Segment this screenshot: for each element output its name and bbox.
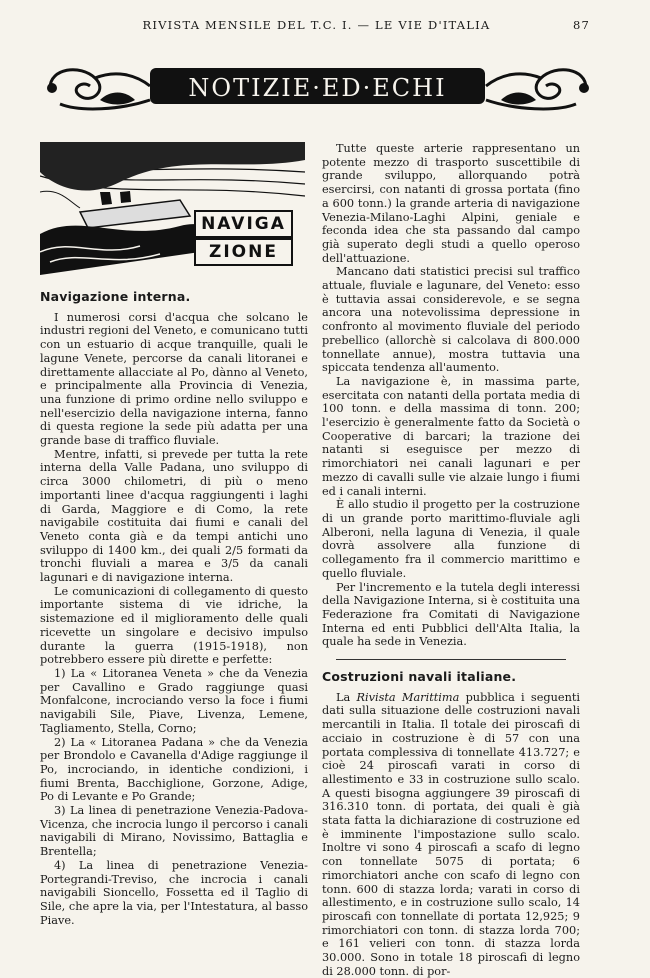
paragraph-body: pubblica i seguenti dati sulla situazione delle costruzioni navali mercantili in Italia. Il totale dei piroscafi di acciaio in costruzione è di 57 con una portata complessiva di tonnellate 413.727; e cioè 24 piroscafi varati in corso di allestimento e 33 in costruzione sullo scalo. A questi bisogna aggiungere 39 piroscafi di 316.310 tonn. di portata, dei quali è già stata fatta la dichiarazione di costruzione ed è imminente l'impostazione sullo scalo. Inoltre vi sono 4 piroscafi a scafo di legno con tonnellate 5075 di portata; 6 rimorchiatori anche con scafo di legno con tonn. 600 di stazza lorda; varati in corso di allestimento, e in costruzione sullo scalo, 14 piroscafi con tonnellate di portata 12,925; 9 rimorchiatori con tonn. di stazza lorda 700; e 161 velieri con tonn. di stazza lorda 30.000. Sono in totale 18 piroscafi di legno di 28.000 tonn. di por- xyxy=(322,690,581,978)
navigation-illustration xyxy=(40,142,305,275)
paragraph: Mancano dati statistici precisi sul traffico attuale, fluviale e lagunare, del Veneto: esso è tuttavia assai considerevole, e se segna ancora una notevolissima depressione in confronto al movimento fluviale del periodo prebellico (allorchè si calcolava di 800.000 tonnellate annue), mostra tuttavia una spiccata tendenza all'aumento. xyxy=(322,265,580,375)
journal-title: RIVISTA MENSILE DEL T.C. I. — LE VIE D'ITALIA xyxy=(142,18,491,32)
right-column xyxy=(322,142,580,978)
list-item: 3) La linea di penetrazione Venezia-Padova-Vicenza, che incrocia lungo il percorso i canali navigabili di Mirano, Novissimo, Battaglia e Brentella; xyxy=(40,804,308,859)
paragraph: Le comunicazioni di collegamento di questo importante sistema di vie idriche, la sistemazione ed il miglioramento delle quali ricevette un singolare e decisivo impulso durante la guerra (1915-1918), non potrebbero essere più dirette e perfette: xyxy=(40,584,308,667)
section-banner xyxy=(40,60,596,116)
paragraph: Mentre, infatti, si prevede per tutta la rete interna della Valle Padana, uno sviluppo di circa 3000 chilometri, di più o meno importanti linee d'acqua raggiungenti i laghi di Garda, Maggiore e di Como, la rete navigabile costituita dai fiumi e canali del Veneto conta già e da tempi antichi uno sviluppo di 1400 km., dei quali 2/5 formati da tronchi fluviali a marea e 3/5 da canali lagunari e di navigazione interna. xyxy=(40,447,308,585)
list-item: 1) La « Litoranea Veneta » che da Venezia per Cavallino e Grado raggiunge quasi Monfalcone, incrociando verso la foce i fiumi navigabili Sile, Piave, Livenza, Lemene, Tagliamento, Stella, Corno; xyxy=(40,666,308,735)
paragraph: Tutte queste arterie rappresentano un potente mezzo di trasporto suscettibile di grande sviluppo, allorquando potrà esercirsi, con natanti di grossa portata (fino a 600 tonn.) la grande arteria di navigazione Venezia-Milano-Laghi Alpini, geniale e feconda idea che sta passando dal campo già superato degli studi a quello operoso dell'attuazione. xyxy=(322,142,580,265)
list-item: 2) La « Litoranea Padana » che da Venezia per Brondolo e Cavanella d'Adige raggiunge il Po, incrociando, in identiche condizioni, i fiumi Brenta, Bacchiglione, Gorzone, Adige, Po di Levante e Po Grande; xyxy=(40,735,308,804)
paragraph: I numerosi corsi d'acqua che solcano le industri regioni del Veneto, e comunicano tutti con un estuario di acque tranquille, quali le lagune Venete, percorse da canali litoranei e direttamente allacciate al Po, dànno al Veneto, e principalmente alla Provincia di Venezia, una funzione di primo ordine nello sviluppo e nell'esercizio della navigazione interna, fanno di questa regione la sede più adatta per una grande base di traffico fluviale. xyxy=(40,310,308,448)
journal-name: Rivista Marittima xyxy=(356,690,460,704)
banner-title: NOTIZIE·ED·ECHI xyxy=(188,74,447,102)
paragraph xyxy=(322,691,580,978)
paragraph: La navigazione è, in massima parte, esercitata con natanti della portata media di 100 tonn. e della massima di tonn. 200; l'esercizio è generalmente fatto da Società o Cooperative di barcari; la trazione dei natanti si eseguisce per mezzo di rimorchiatori nei canali lagunari e per mezzo di cavalli sulle vie alzaie lungo i fiumi ed i canali interni. xyxy=(322,374,580,498)
left-column xyxy=(40,290,308,927)
figure-word-line1: NAVIGA xyxy=(194,210,293,238)
section-heading-costruzioni: Costruzioni navali italiane. xyxy=(322,669,517,685)
running-header xyxy=(30,18,590,32)
section-divider xyxy=(336,659,566,660)
figure-word-line2: ZIONE xyxy=(194,238,293,266)
paragraph: È allo studio il progetto per la costruzione di un grande porto marittimo-fluviale agli Alberoni, nella laguna di Venezia, il quale dovrà assolvere alla funzione di collegamento fra il commercio marittimo e quello fluviale. xyxy=(322,498,580,580)
paragraph: Per l'incremento e la tutela degli interessi della Navigazione Interna, si è costituita una Federazione fra Comitati di Navigazione Interna ed enti Pubblici dell'Alta Italia, la quale ha sede in Venezia. xyxy=(322,580,580,649)
page-number: 87 xyxy=(572,18,590,32)
list-item: 4) La linea di penetrazione Venezia-Portegrandi-Treviso, che incrocia i canali navigabili Sioncello, Fossetta ed il Taglio di Sile, che apre la via, per l'Intestatura, al basso Piave. xyxy=(40,858,308,927)
section-heading-navigazione: Navigazione interna. xyxy=(40,289,191,304)
paragraph-intro: La xyxy=(336,690,357,704)
